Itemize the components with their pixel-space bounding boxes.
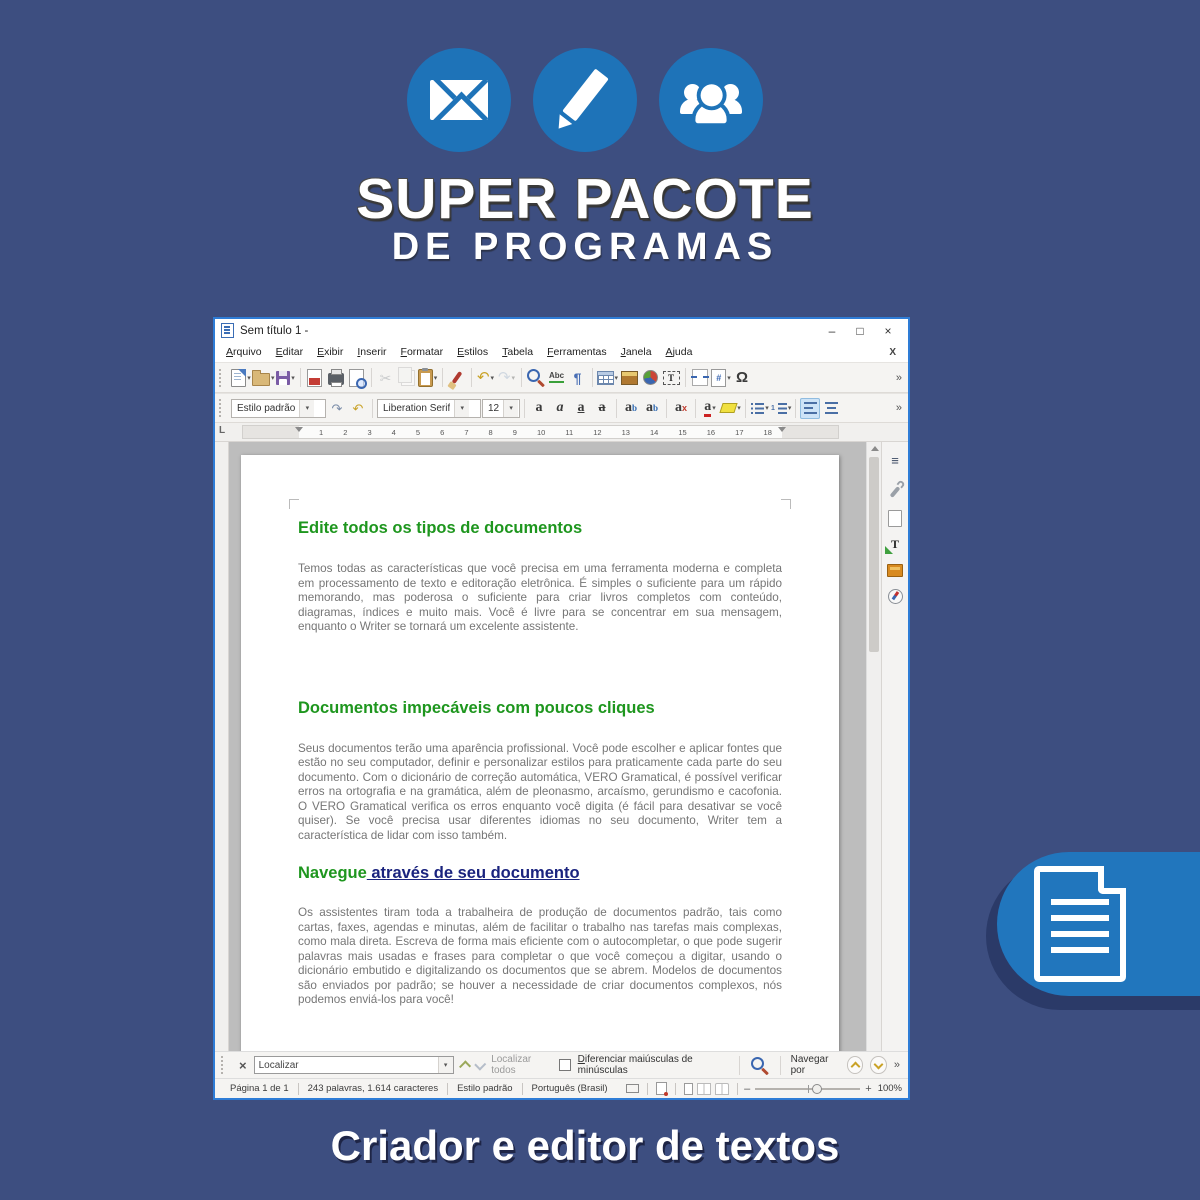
page-style-status[interactable]: Estilo padrão — [457, 1083, 513, 1094]
toolbar-separator — [524, 399, 525, 418]
insert-image-button[interactable] — [619, 367, 639, 388]
pilcrow-icon: ¶ — [573, 369, 582, 386]
special-character-button[interactable] — [732, 367, 752, 388]
pencil-icon — [562, 68, 609, 121]
update-style-button[interactable] — [327, 398, 347, 419]
sidebar-page-button[interactable] — [882, 505, 908, 531]
standard-toolbar — [215, 362, 908, 393]
chart-icon — [643, 370, 658, 385]
save-button[interactable] — [276, 367, 296, 388]
subscript-button[interactable]: a b — [645, 400, 658, 415]
scissors-icon: ✂ — [379, 369, 392, 386]
doc-paragraph-3: Os assistentes tiram toda a trabalheira de produção de documentos padrão, tais como cartas, faxes, agendas e minutas, além de facilitar o trabalho nas tarefas mais complexas, como mala direta. Escreva de forma mais eficiente com o autocompletar, o que pode sugerir palavras mais usadas e frases para completar o que você começou a digitar, usando o dicionário embutido e digitalizando os documentos que se abrem. Modelos de documentos são enviados por padrão; se houver a necessidade de criar documentos complexos, nós podemos enviá-los para você! — [298, 906, 782, 1006]
bullet-list-button[interactable] — [750, 398, 770, 419]
navigate-previous-button[interactable] — [847, 1056, 863, 1074]
doc-heading-2: Documentos impecáveis com poucos cliques — [298, 698, 655, 717]
horizontal-ruler[interactable] — [215, 423, 908, 442]
brand-title-line2: DE PROGRAMAS — [391, 226, 779, 268]
toolbar-grip[interactable] — [221, 1056, 228, 1074]
doc-paragraph-2: Seus documentos terão uma aparência profissional. Você pode escolher e aplicar fontes que estão no seu computador, definir e personalizar estilos para praticamente cada parte do seu documento. Com o dicionário de correção automática, VERO Gramatical, é possível verificar erros na ortografia e na gramática, além de pleonasmo, arcaísmo, gerundismo e cacofonia. O VERO Gramatical verifica os erros enquanto você digita (é fácil para desativar se você quiser). Se você precisa usar diferentes idiomas no seu documento, Writer tem a característica de lidar com isso também. — [298, 741, 782, 842]
zoom-slider[interactable] — [755, 1088, 860, 1090]
menu-arquivo[interactable]: Arquivo — [226, 346, 262, 358]
match-case-label[interactable]: Diferenciar maiúsculas de minúsculas — [577, 1054, 693, 1076]
ruler-right-margin — [782, 426, 838, 438]
field-icon: # — [711, 369, 726, 387]
toolbar-separator — [442, 368, 443, 387]
highlighter-icon — [720, 403, 738, 413]
export-pdf-icon — [307, 369, 322, 387]
find-toolbar — [215, 1051, 908, 1078]
search-input-wrap — [254, 1056, 454, 1074]
paragraph-style-select[interactable]: Estilo padrão ▾ — [231, 399, 326, 418]
underline-icon: a — [577, 400, 585, 415]
word-count-status[interactable]: 243 palavras, 1.614 caracteres — [307, 1083, 439, 1094]
italic-button[interactable] — [550, 398, 570, 419]
menu-inserir[interactable]: Inserir — [357, 346, 387, 358]
align-left-icon — [804, 402, 817, 414]
page-break-button[interactable] — [690, 367, 710, 388]
find-all-button[interactable]: Localizar todos — [491, 1054, 532, 1076]
open-button[interactable] — [252, 367, 275, 388]
selection-mode-icon[interactable] — [626, 1084, 639, 1093]
maximize-button[interactable]: □ — [856, 323, 864, 338]
italic-icon: a — [556, 400, 564, 415]
align-left-button[interactable] — [800, 398, 820, 419]
menu-estilos[interactable]: Estilos — [457, 346, 489, 358]
formatting-marks-button[interactable] — [568, 367, 588, 388]
pencil-badge — [533, 48, 637, 152]
text-boundary-mark — [781, 499, 791, 509]
export-pdf-button[interactable] — [305, 367, 325, 388]
clone-formatting-button[interactable] — [447, 367, 467, 388]
paintbrush-icon — [451, 371, 462, 384]
zoom-out-button[interactable]: – — [744, 1082, 751, 1095]
underline-button[interactable] — [571, 398, 591, 419]
insert-textbox-button[interactable] — [661, 367, 681, 388]
toolbar-overflow-button[interactable]: » — [893, 1059, 900, 1071]
align-center-icon — [825, 402, 838, 414]
dropdown-arrow-icon[interactable]: ▾ — [765, 405, 769, 412]
toolbar-separator — [739, 1056, 740, 1075]
vertical-ruler[interactable] — [215, 442, 229, 1051]
people-icon — [679, 76, 743, 124]
magnifier-icon — [751, 1057, 764, 1070]
formatting-toolbar — [215, 393, 908, 423]
folded-corner-icon — [1098, 866, 1126, 894]
dropdown-arrow-icon[interactable]: ▾ — [737, 405, 741, 412]
toolbar-grip[interactable] — [219, 399, 226, 417]
dropdown-arrow-icon[interactable]: ▾ — [247, 374, 251, 382]
zoom-in-button[interactable]: + — [865, 1082, 872, 1095]
new-style-button[interactable] — [348, 398, 368, 419]
search-input[interactable] — [255, 1060, 438, 1071]
find-replace-button[interactable] — [526, 367, 546, 388]
bold-icon: a — [535, 400, 543, 415]
view-layout-buttons — [684, 1083, 729, 1095]
ruler-left-margin — [243, 426, 299, 438]
document-icon — [1034, 866, 1126, 982]
minimize-button[interactable]: – — [828, 323, 836, 338]
multi-page-view-button[interactable] — [697, 1083, 711, 1095]
find-next-button[interactable] — [474, 1058, 486, 1070]
scroll-up-arrow-icon[interactable] — [871, 446, 879, 451]
menu-bar — [215, 342, 908, 362]
find-replace-dialog-button[interactable] — [750, 1055, 770, 1076]
wrench-icon — [890, 486, 901, 498]
sidebar — [881, 442, 908, 1051]
new-document-button[interactable] — [231, 367, 251, 388]
toolbar-overflow-button[interactable]: » — [895, 402, 902, 414]
highlight-color-button[interactable] — [721, 398, 741, 419]
menu-tabela[interactable]: Tabela — [502, 346, 534, 358]
font-color-icon: a — [704, 400, 711, 417]
dropdown-arrow-icon[interactable]: ▾ — [712, 405, 716, 412]
single-page-view-button[interactable] — [684, 1083, 693, 1095]
document-text-area[interactable] — [298, 455, 782, 1029]
page-icon — [888, 510, 902, 527]
bottom-caption: Criador e editor de textos — [330, 1122, 840, 1169]
navigate-next-button[interactable] — [870, 1056, 886, 1074]
print-preview-icon — [349, 369, 364, 387]
paste-button[interactable] — [418, 367, 438, 388]
document-page[interactable] — [241, 455, 839, 1051]
status-bar — [215, 1078, 908, 1098]
font-color-button[interactable] — [700, 398, 720, 419]
brand-title-line1: SUPER PACOTE — [356, 167, 814, 231]
numbered-list-button[interactable] — [771, 398, 791, 419]
open-folder-icon — [252, 373, 270, 386]
menu-janela[interactable]: Janela — [620, 346, 652, 358]
menu-ferramentas[interactable]: Ferramentas — [547, 346, 607, 358]
toolbar-separator — [666, 399, 667, 418]
dropdown-arrow-icon[interactable]: ▾ — [614, 374, 619, 382]
dropdown-arrow-icon[interactable]: ▾ — [433, 374, 438, 382]
superscript-icon: b — [631, 403, 637, 413]
toolbar-separator — [780, 1056, 781, 1075]
cut-button[interactable] — [376, 367, 396, 388]
font-name-select[interactable]: Liberation Serif ▾ — [377, 399, 481, 418]
scrollbar-thumb[interactable] — [869, 457, 879, 652]
spellcheck-icon: Abc — [549, 372, 564, 383]
print-preview-button[interactable] — [347, 367, 367, 388]
menu-editar[interactable]: Editar — [275, 346, 304, 358]
brand-icons-row — [0, 48, 1170, 152]
ruler-band — [242, 425, 839, 439]
dropdown-arrow-icon[interactable]: ▾ — [454, 400, 469, 417]
document-pill-badge — [997, 852, 1200, 996]
clear-formatting-icon: x — [681, 403, 687, 413]
copy-button[interactable] — [397, 367, 417, 388]
close-document-button[interactable]: X — [889, 346, 896, 358]
match-case-checkbox[interactable] — [559, 1059, 571, 1071]
envelope-badge — [407, 48, 511, 152]
sidebar-styles-button[interactable] — [882, 531, 908, 557]
toolbar-separator — [371, 368, 372, 387]
dropdown-arrow-icon[interactable]: ▾ — [490, 374, 495, 382]
omega-icon: Ω — [736, 369, 749, 386]
window-controls — [818, 324, 902, 338]
toolbar-separator — [521, 368, 522, 387]
spellcheck-button[interactable] — [547, 367, 567, 388]
insert-table-button[interactable] — [597, 367, 619, 388]
dropdown-arrow-icon[interactable]: ▾ — [787, 405, 792, 412]
menu-exibir[interactable]: Exibir — [317, 346, 344, 358]
redo-button[interactable] — [497, 367, 517, 388]
superscript-button[interactable]: a b — [624, 400, 637, 415]
dropdown-arrow-icon[interactable]: ▾ — [727, 374, 731, 382]
toolbar-separator — [795, 399, 796, 418]
paste-icon — [418, 369, 433, 387]
compass-icon — [888, 589, 903, 604]
window-title: Sem título 1 - — [240, 324, 309, 337]
clear-formatting-button[interactable]: a x — [674, 400, 687, 415]
print-icon — [328, 373, 344, 385]
toolbar-separator — [745, 399, 746, 418]
menu-ajuda[interactable]: Ajuda — [665, 346, 693, 358]
page-break-icon — [692, 369, 708, 386]
strikethrough-icon: a — [598, 400, 606, 415]
toolbar-separator — [300, 368, 301, 387]
navigate-by-label: Navegar por — [790, 1054, 829, 1076]
dropdown-arrow-icon[interactable]: ▾ — [438, 1057, 453, 1073]
redo-icon: ↷ — [497, 369, 511, 386]
ruler-numbers: 1 2 3 4 5 6 7 8 9 10 11 12 13 14 15 16 17 18 — [319, 427, 772, 437]
dropdown-arrow-icon[interactable]: ▾ — [299, 400, 314, 417]
new-style-icon: ↶ — [352, 400, 364, 416]
strikethrough-button[interactable] — [592, 398, 612, 419]
dropdown-arrow-icon[interactable]: ▾ — [291, 374, 295, 382]
sidebar-gallery-button[interactable] — [882, 557, 908, 583]
bullet-list-icon — [751, 403, 753, 414]
envelope-icon — [430, 80, 488, 120]
sidebar-menu-icon: ≡ — [891, 452, 899, 468]
close-button[interactable]: × — [884, 323, 892, 338]
menu-formatar[interactable]: Formatar — [400, 346, 444, 358]
find-previous-button[interactable] — [459, 1060, 471, 1072]
doc-heading-3: Navegue através de seu documento — [298, 864, 580, 882]
vertical-scrollbar[interactable] — [866, 442, 881, 1051]
save-icon — [276, 371, 290, 385]
copy-icon — [398, 367, 412, 383]
toolbar-separator — [592, 368, 593, 387]
toolbar-separator — [372, 399, 373, 418]
title-bar[interactable] — [215, 319, 908, 342]
bold-button[interactable] — [529, 398, 549, 419]
insert-chart-button[interactable] — [640, 367, 660, 388]
sidebar-settings-button[interactable] — [882, 447, 908, 473]
sidebar-navigator-button[interactable] — [882, 583, 908, 609]
page-count-status[interactable]: Página 1 de 1 — [230, 1083, 289, 1094]
numbered-list-icon: 1 — [771, 404, 775, 412]
table-icon — [597, 371, 614, 385]
zoom-control — [744, 1083, 872, 1095]
writer-document-icon — [221, 323, 234, 338]
textbox-icon: T — [663, 371, 680, 385]
toolbar-separator — [685, 368, 686, 387]
styles-icon: T — [890, 536, 899, 551]
people-badge — [659, 48, 763, 152]
undo-icon: ↶ — [476, 369, 490, 386]
sidebar-properties-button[interactable] — [882, 479, 908, 505]
unsaved-changes-icon[interactable] — [656, 1082, 667, 1095]
zoom-level[interactable]: 100% — [877, 1083, 902, 1094]
image-icon — [621, 371, 638, 385]
align-center-button[interactable] — [821, 398, 841, 419]
doc-heading-1: Edite todos os tipos de documentos — [298, 519, 583, 537]
font-size-select[interactable]: 12 ▾ — [482, 399, 520, 418]
toolbar-grip[interactable] — [219, 369, 226, 387]
print-button[interactable] — [326, 367, 346, 388]
dropdown-arrow-icon[interactable]: ▾ — [271, 374, 275, 382]
toolbar-separator — [471, 368, 472, 387]
doc-paragraph-1: Temos todas as características que você precisa em uma ferramenta moderna e completa em processamento de texto e editoração eletrônica. É simples o suficiente para um rápido memorando, mas poderosa o suficiente para criar livros completos com conteúdo, diagramas, índices e muito mais. Você é livre para se concentrar em sua mensagem, enquanto o Writer se tornará um excelente assistente. — [298, 562, 782, 633]
document-area — [215, 442, 908, 1051]
update-style-icon: ↷ — [331, 400, 343, 416]
new-document-icon — [231, 369, 246, 387]
undo-button[interactable] — [476, 367, 496, 388]
insert-field-button[interactable] — [711, 367, 731, 388]
dropdown-arrow-icon[interactable]: ▾ — [511, 374, 516, 382]
gallery-icon — [887, 564, 903, 577]
writer-window — [213, 317, 910, 1100]
toolbar-overflow-button[interactable]: » — [895, 371, 902, 384]
book-view-button[interactable] — [715, 1083, 729, 1095]
subscript-icon: b — [652, 403, 658, 413]
language-status[interactable]: Português (Brasil) — [531, 1083, 608, 1094]
close-find-bar-button[interactable]: × — [239, 1057, 247, 1073]
magnifier-icon — [527, 369, 540, 382]
tab-stop-selector[interactable]: L — [219, 425, 226, 436]
toolbar-separator — [616, 399, 617, 418]
toolbar-separator — [695, 399, 696, 418]
dropdown-arrow-icon[interactable]: ▾ — [503, 400, 518, 417]
